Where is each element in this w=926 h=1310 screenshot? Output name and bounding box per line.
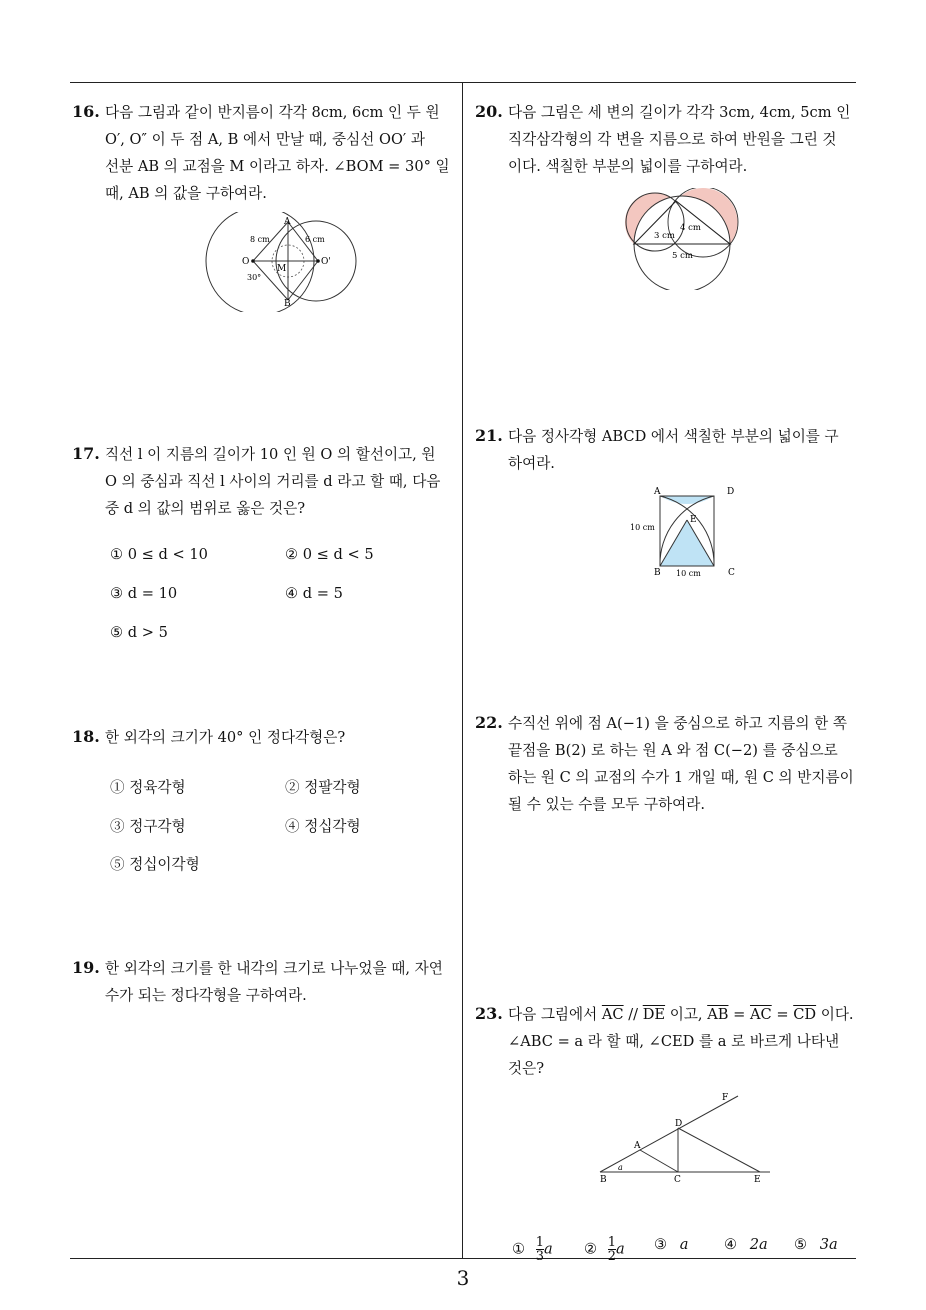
q21-label-left: 10 cm bbox=[630, 523, 655, 532]
q17-line: O 의 중심과 직선 l 사이의 거리를 d 라고 할 때, 다음 bbox=[105, 473, 441, 490]
q16-label-O: O bbox=[242, 257, 250, 267]
q23-option-3-text: a bbox=[679, 1236, 689, 1253]
q18-number: 18. bbox=[72, 727, 100, 746]
q23-option-4-mark: ④ bbox=[724, 1236, 738, 1253]
q23-seg-CD: $\overline{CD}$ bbox=[793, 1006, 817, 1023]
q22-line: 수직선 위에 점 A(−1) 을 중심으로 하고 지름의 한 쪽 bbox=[508, 715, 847, 732]
q22-line: 될 수 있는 수를 모두 구하여라. bbox=[508, 796, 706, 813]
q21-label-C: C bbox=[728, 568, 735, 578]
q21-figure bbox=[630, 484, 742, 580]
q21-line: 하여라. bbox=[508, 455, 555, 472]
q23-label-B: B bbox=[600, 1175, 607, 1185]
q22-number: 22. bbox=[475, 713, 503, 732]
q21-label-A: A bbox=[654, 487, 661, 497]
q17-line: 중 d 의 값의 범위로 옳은 것은? bbox=[105, 500, 306, 517]
q18-option-3[interactable]: ③ 정구각형 bbox=[110, 818, 186, 835]
q17-number: 17. bbox=[72, 444, 100, 463]
q16-label-A: A bbox=[284, 217, 291, 227]
q20-line: 다음 그림은 세 변의 길이가 각각 3cm, 4cm, 5cm 인 bbox=[508, 104, 851, 121]
q16-label-r1: 8 cm bbox=[250, 235, 270, 244]
q18-option-2[interactable]: ② 정팔각형 bbox=[285, 779, 361, 796]
q23-label-alpha: a bbox=[618, 1163, 623, 1172]
q23-seg-AC: $\overline{AC}$ bbox=[601, 1006, 624, 1023]
q23-option-1-mark: ① bbox=[512, 1240, 526, 1258]
q16-figure bbox=[200, 212, 362, 312]
q20-line: 직각삼각형의 각 변을 지름으로 하여 반원을 그린 것 bbox=[508, 131, 837, 148]
column-divider bbox=[462, 83, 463, 1258]
page-number: 3 bbox=[456, 1266, 470, 1290]
bottom-rule bbox=[70, 1258, 856, 1259]
q22-line: 하는 원 C 의 교점의 수가 1 개일 때, 원 C 의 반지름이 bbox=[508, 769, 854, 786]
q23-option-4[interactable] bbox=[724, 1236, 768, 1253]
q23-option-5-mark: ⑤ bbox=[794, 1236, 808, 1253]
q17-option-1[interactable]: ① 0 ≤ d < 10 bbox=[110, 546, 208, 563]
q16-line: 다음 그림과 같이 반지름이 각각 8cm, 6cm 인 두 원 bbox=[105, 104, 440, 121]
q19-line: 수가 되는 정다각형을 구하여라. bbox=[105, 987, 307, 1004]
q22-text bbox=[473, 710, 863, 818]
q21-label-E: E bbox=[690, 515, 697, 525]
q23-option-3-mark: ③ bbox=[654, 1236, 668, 1253]
q23-option-2-num: 1 bbox=[607, 1235, 617, 1250]
q23-eq2: = bbox=[771, 1006, 794, 1023]
q18-option-5[interactable]: ⑤ 정십이각형 bbox=[110, 856, 200, 873]
q20-line: 이다. 색칠한 부분의 넓이를 구하여라. bbox=[508, 158, 748, 175]
q23-text-mid: 이고, bbox=[665, 1006, 708, 1023]
q23-option-5-text: 3a bbox=[819, 1236, 838, 1253]
q16-line: 선분 AB 의 교점을 M 이라고 하자. ∠BOM = 30° 일 bbox=[105, 158, 450, 175]
q23-text-post: 이다. bbox=[816, 1006, 854, 1023]
q20-label-a: 3 cm bbox=[654, 231, 675, 241]
q18-option-4[interactable]: ④ 정십각형 bbox=[285, 818, 361, 835]
q16-label-O2: O' bbox=[321, 257, 331, 267]
q17-option-5[interactable]: ⑤ d > 5 bbox=[110, 624, 168, 641]
q23-label-D: D bbox=[675, 1119, 683, 1129]
q21-text bbox=[473, 423, 863, 477]
q23-options bbox=[512, 1224, 862, 1264]
q23-option-2-den: 2 bbox=[607, 1249, 617, 1264]
q22-line: 끝점을 B(2) 로 하는 원 A 와 점 C(−2) 를 중심으로 bbox=[508, 742, 838, 759]
q23-line: ∠ABC = a 라 할 때, ∠CED 를 a 로 바르게 나타낸 bbox=[508, 1033, 840, 1050]
q19-number: 19. bbox=[72, 958, 100, 977]
q23-label-E: E bbox=[754, 1175, 761, 1185]
q23-option-2-var: a bbox=[616, 1240, 625, 1258]
q20-figure bbox=[622, 188, 740, 290]
q16-label-B: B bbox=[284, 299, 291, 309]
q17-option-4[interactable]: ④ d = 5 bbox=[285, 585, 343, 602]
q23-option-1-den: 3 bbox=[535, 1249, 545, 1264]
q17-option-3[interactable]: ③ d = 10 bbox=[110, 585, 178, 602]
q21-label-B: B bbox=[654, 568, 661, 578]
q18-line: 한 외각의 크기가 40° 인 정다각형은? bbox=[105, 729, 346, 746]
q23-label-A: A bbox=[634, 1141, 641, 1151]
q16-text bbox=[70, 99, 462, 207]
q19-line: 한 외각의 크기를 한 내각의 크기로 나누었을 때, 자연 bbox=[105, 960, 443, 977]
q16-label-r2: 6 cm bbox=[305, 235, 325, 244]
q20-label-b: 4 cm bbox=[680, 223, 701, 233]
q18-text bbox=[70, 724, 462, 751]
q20-text bbox=[473, 99, 863, 180]
top-rule bbox=[70, 82, 856, 83]
q16-line: O′, O″ 이 두 점 A, B 에서 만날 때, 중심선 OO′ 과 bbox=[105, 131, 425, 148]
q17-text bbox=[70, 441, 462, 522]
q23-line: 것은? bbox=[508, 1060, 545, 1077]
q23-option-3[interactable] bbox=[654, 1236, 688, 1253]
q21-label-bottom: 10 cm bbox=[676, 569, 701, 578]
q21-number: 21. bbox=[475, 426, 503, 445]
q16-label-M: M bbox=[277, 264, 287, 274]
q23-seg-AC2: $\overline{AC}$ bbox=[749, 1006, 772, 1023]
q20-number: 20. bbox=[475, 102, 503, 121]
q18-option-1[interactable]: ① 정육각형 bbox=[110, 779, 186, 796]
q23-parallel: // bbox=[623, 1006, 643, 1023]
q23-line-1 bbox=[473, 1001, 863, 1028]
q16-number: 16. bbox=[72, 102, 100, 121]
q23-eq1: = bbox=[728, 1006, 750, 1023]
q16-label-angle: 30° bbox=[247, 273, 262, 282]
q23-label-C: C bbox=[674, 1175, 681, 1185]
q17-option-2[interactable]: ② 0 ≤ d < 5 bbox=[285, 546, 374, 563]
q16-line: 때, AB 의 값을 구하여라. bbox=[105, 185, 267, 202]
q20-label-c: 5 cm bbox=[672, 251, 693, 261]
q21-label-D: D bbox=[727, 487, 735, 497]
q23-seg-DE: $\overline{DE}$ bbox=[642, 1006, 666, 1023]
q23-figure bbox=[590, 1088, 780, 1188]
q23-option-1-var: a bbox=[544, 1240, 553, 1258]
q21-line: 다음 정사각형 ABCD 에서 색칠한 부분의 넓이를 구 bbox=[508, 428, 839, 445]
q23-option-2-mark: ② bbox=[584, 1240, 598, 1258]
q19-text bbox=[70, 955, 462, 1009]
q23-option-4-text: 2a bbox=[749, 1236, 768, 1253]
q23-option-5[interactable] bbox=[794, 1236, 838, 1253]
q23-option-2[interactable] bbox=[584, 1236, 625, 1263]
q17-line: 직선 l 이 지름의 길이가 10 인 원 O 의 할선이고, 원 bbox=[105, 446, 436, 463]
q23-seg-AB: $\overline{AB}$ bbox=[707, 1006, 729, 1023]
q23-option-1-num: 1 bbox=[535, 1235, 545, 1250]
q23-label-F: F bbox=[722, 1093, 729, 1103]
q23-text bbox=[473, 1001, 863, 1082]
q23-number: 23. bbox=[475, 1004, 503, 1023]
q23-text-pre: 다음 그림에서 bbox=[508, 1006, 602, 1023]
q23-option-1[interactable] bbox=[512, 1236, 553, 1263]
